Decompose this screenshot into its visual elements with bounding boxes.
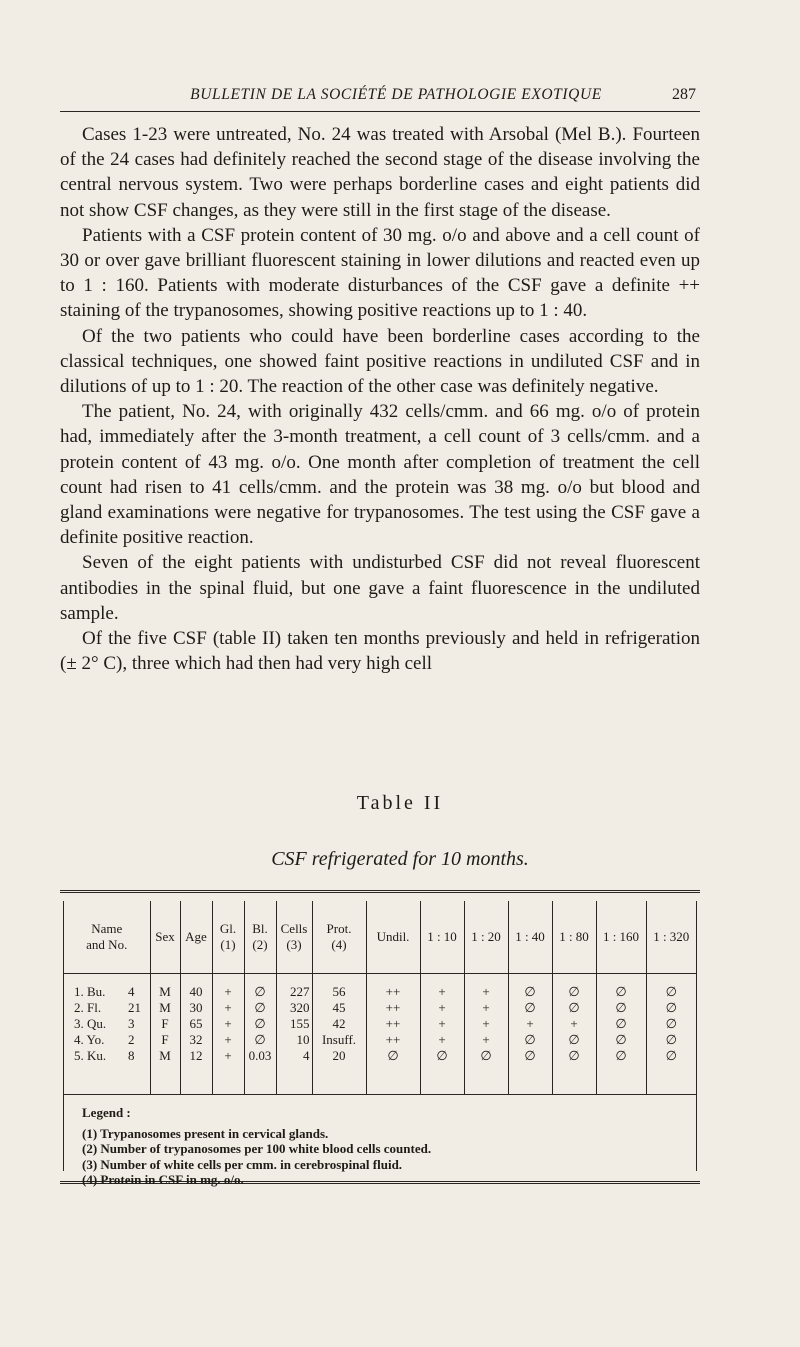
case-name: 5. Ku. xyxy=(74,1048,107,1063)
page-number: 287 xyxy=(672,86,696,103)
spacer-cell xyxy=(244,1064,276,1094)
column-header: Gl. (1) xyxy=(212,901,244,974)
spacer-cell xyxy=(420,1064,464,1094)
spacer-cell xyxy=(312,974,366,985)
table-cell: ++ xyxy=(366,1000,420,1016)
spacer-cell xyxy=(596,1064,646,1094)
table-cell: 0.03 xyxy=(244,1048,276,1064)
table-cell: + xyxy=(464,984,508,1000)
case-cell xyxy=(64,984,150,1000)
spacer-cell xyxy=(646,1064,696,1094)
column-header: 1 : 320 xyxy=(646,901,696,974)
table-cell: ∅ xyxy=(646,1032,696,1048)
case-name: 3. Qu. xyxy=(74,1016,107,1031)
table-cell: M xyxy=(150,984,180,1000)
table-cell: + xyxy=(420,1016,464,1032)
table-cell: 45 xyxy=(312,1000,366,1016)
spacer-cell xyxy=(366,1064,420,1094)
spacer-cell xyxy=(212,1064,244,1094)
table-cell: 155 xyxy=(276,1016,312,1032)
column-header: 1 : 10 xyxy=(420,901,464,974)
column-header: Age xyxy=(180,901,212,974)
column-header: 1 : 20 xyxy=(464,901,508,974)
table-frame xyxy=(63,901,697,1187)
table-cell: 10 xyxy=(276,1032,312,1048)
column-header: Prot. (4) xyxy=(312,901,366,974)
column-header: Undil. xyxy=(366,901,420,974)
table-cell: ∅ xyxy=(244,1000,276,1016)
table-cell: ++ xyxy=(366,984,420,1000)
table-cell: + xyxy=(464,1000,508,1016)
table-cell: ∅ xyxy=(508,1032,552,1048)
paragraph-6: Of the five CSF (table II) taken ten months previously and held in refrigeration (± 2° C), three which had then had very high cell xyxy=(60,628,700,675)
spacer-cell xyxy=(180,974,212,985)
case-number: 3 xyxy=(128,1016,135,1031)
paragraph-4: The patient, No. 24, with originally 432 cells/cmm. and 66 mg. o/o of protein had, immediately after the 3-month treatment, a cell count of 3 cells/cmm. and a protein content of 43 mg. o/o. One month after completion of treatment the cell count had risen to 41 cells/cmm. and the protein was 38 mg. o/o but blood and gland examinations were negative for trypanosomes. The test using the CSF gave a definite positive reaction. xyxy=(60,401,700,549)
table-cell: 12 xyxy=(180,1048,212,1064)
column-header: 1 : 80 xyxy=(552,901,596,974)
table-cell: ∅ xyxy=(552,984,596,1000)
table-row xyxy=(64,984,696,1000)
column-header: Sex xyxy=(150,901,180,974)
spacer-cell xyxy=(64,974,150,985)
spacer-cell xyxy=(212,974,244,985)
table-cell: + xyxy=(464,1032,508,1048)
spacer-cell xyxy=(552,974,596,985)
table-cell: ∅ xyxy=(552,1032,596,1048)
column-header: Bl. (2) xyxy=(244,901,276,974)
table-cell: ∅ xyxy=(464,1048,508,1064)
table-cell: + xyxy=(420,984,464,1000)
spacer-cell xyxy=(464,974,508,985)
spacer-cell xyxy=(244,974,276,985)
case-number: 21 xyxy=(128,1000,141,1015)
table-cell: ∅ xyxy=(596,1016,646,1032)
table-cell: ∅ xyxy=(646,1016,696,1032)
table-cell: F xyxy=(150,1032,180,1048)
column-header: Cells (3) xyxy=(276,901,312,974)
case-number: 8 xyxy=(128,1048,135,1063)
legend-item: (3) Number of white cells per cmm. in cerebrospinal fluid. xyxy=(82,1156,403,1172)
table-subtitle: CSF refrigerated for 10 months. xyxy=(271,848,529,870)
table-cell: ∅ xyxy=(552,1048,596,1064)
table-cell: 20 xyxy=(312,1048,366,1064)
table-cell: ∅ xyxy=(244,1032,276,1048)
table-cell: ∅ xyxy=(646,1000,696,1016)
table-cell: 4 xyxy=(276,1048,312,1064)
column-header: 1 : 40 xyxy=(508,901,552,974)
spacer-cell xyxy=(312,1064,366,1094)
header-rule xyxy=(60,111,700,112)
table-cell: M xyxy=(150,1000,180,1016)
spacer-cell xyxy=(508,974,552,985)
case-cell xyxy=(64,1048,150,1064)
table-cell: ∅ xyxy=(244,984,276,1000)
table-cell: + xyxy=(212,1048,244,1064)
table-cell: 320 xyxy=(276,1000,312,1016)
table-cell: ++ xyxy=(366,1032,420,1048)
table-body xyxy=(64,974,696,1095)
column-header: Name and No. xyxy=(64,901,150,974)
table-header-row xyxy=(64,901,696,974)
spacer-cell xyxy=(366,974,420,985)
body-text xyxy=(60,122,700,676)
table-cell: F xyxy=(150,1016,180,1032)
table-cell: + xyxy=(212,1016,244,1032)
case-cell xyxy=(64,1032,150,1048)
table-row xyxy=(64,1000,696,1016)
spacer-cell xyxy=(646,974,696,985)
paragraph-3: Of the two patients who could have been borderline cases according to the classical techniques, one showed faint positive reactions in undiluted CSF and in dilutions of up to 1 : 20. The reaction of the other case was definitely negative. xyxy=(60,325,700,398)
table-cell: ∅ xyxy=(244,1016,276,1032)
paragraph-5: Seven of the eight patients with undisturbed CSF did not reveal fluorescent antibodies in the spinal fluid, but one gave a faint fluorescence in the undiluted sample. xyxy=(60,552,700,624)
spacer-cell xyxy=(508,1064,552,1094)
spacer-cell xyxy=(552,1064,596,1094)
legend xyxy=(64,1095,696,1188)
table-cell: ∅ xyxy=(420,1048,464,1064)
table-cell: + xyxy=(508,1016,552,1032)
table-cell: 30 xyxy=(180,1000,212,1016)
table-cell: 65 xyxy=(180,1016,212,1032)
table-cell: ∅ xyxy=(596,1048,646,1064)
table-cell: M xyxy=(150,1048,180,1064)
table-cell: + xyxy=(212,1000,244,1016)
legend-item: (4) Protein in CSF in mg. o/o. xyxy=(82,1172,244,1187)
table-cell: 32 xyxy=(180,1032,212,1048)
table-cell: 56 xyxy=(312,984,366,1000)
case-number: 4 xyxy=(128,984,135,999)
table-cell: + xyxy=(464,1016,508,1032)
table-cell: ∅ xyxy=(508,984,552,1000)
spacer-cell xyxy=(420,974,464,985)
table-cell: ∅ xyxy=(596,1000,646,1016)
spacer-cell xyxy=(596,974,646,985)
spacer-cell xyxy=(180,1064,212,1094)
data-table xyxy=(64,901,696,1094)
table-cell: + xyxy=(212,1032,244,1048)
table-cell: ∅ xyxy=(646,1048,696,1064)
legend-item: (2) Number of trypanosomes per 100 white blood cells counted. xyxy=(82,1141,432,1156)
table-cell: 40 xyxy=(180,984,212,1000)
case-number: 2 xyxy=(128,1032,135,1047)
table-cell: ∅ xyxy=(508,1048,552,1064)
table-cell: ∅ xyxy=(596,984,646,1000)
table-cell: + xyxy=(552,1016,596,1032)
spacer-cell xyxy=(276,1064,312,1094)
spacer-row xyxy=(64,974,696,985)
table-cell: + xyxy=(212,984,244,1000)
spacer-cell xyxy=(150,974,180,985)
table-cell: + xyxy=(420,1000,464,1016)
spacer-cell xyxy=(64,1064,150,1094)
table-cell: ∅ xyxy=(366,1048,420,1064)
table-cell: ∅ xyxy=(646,984,696,1000)
table-cell: Insuff. xyxy=(312,1032,366,1048)
csf-table xyxy=(60,890,700,1187)
spacer-cell xyxy=(464,1064,508,1094)
table-cell: ∅ xyxy=(596,1032,646,1048)
case-name: 1. Bu. xyxy=(74,984,106,999)
paragraph-1: Cases 1-23 were untreated, No. 24 was treated with Arsobal (Mel B.). Fourteen of the 24 cases had definitely reached the second stage of the disease involving the central nervous system. Two were perhaps borderline cases and eight patients did not show CSF changes, as they were still in the first stage of the disease. xyxy=(60,124,700,221)
table-row xyxy=(64,1032,696,1048)
spacer-cell xyxy=(150,1064,180,1094)
table-row xyxy=(64,1016,696,1032)
table-cell: ∅ xyxy=(508,1000,552,1016)
spacer-row xyxy=(64,1064,696,1094)
column-header: 1 : 160 xyxy=(596,901,646,974)
table-cell: + xyxy=(420,1032,464,1048)
table-cell: 42 xyxy=(312,1016,366,1032)
running-title: BULLETIN DE LA SOCIÉTÉ DE PATHOLOGIE EXOTIQUE xyxy=(190,86,602,103)
table-cell: ∅ xyxy=(552,1000,596,1016)
case-name: 4. Yo. xyxy=(74,1032,105,1047)
table-cell: ++ xyxy=(366,1016,420,1032)
case-cell xyxy=(64,1000,150,1016)
table-title: Table II xyxy=(356,792,444,814)
page-header xyxy=(60,82,700,112)
case-cell xyxy=(64,1016,150,1032)
case-name: 2. Fl. xyxy=(74,1000,102,1015)
paragraph-2: Patients with a CSF protein content of 30 mg. o/o and above and a cell count of 30 or over gave brilliant fluorescent staining in lower dilutions and reacted even up to 1 : 160. Patients with moderate disturbances of the CSF gave a definite ++ staining of the trypanosomes, showing positive reactions up to 1 : 40. xyxy=(60,224,700,322)
table-row xyxy=(64,1048,696,1064)
table-cell: 227 xyxy=(276,984,312,1000)
legend-title: Legend : xyxy=(82,1105,131,1120)
spacer-cell xyxy=(276,974,312,985)
legend-item: (1) Trypanosomes present in cervical glands. xyxy=(82,1125,329,1141)
